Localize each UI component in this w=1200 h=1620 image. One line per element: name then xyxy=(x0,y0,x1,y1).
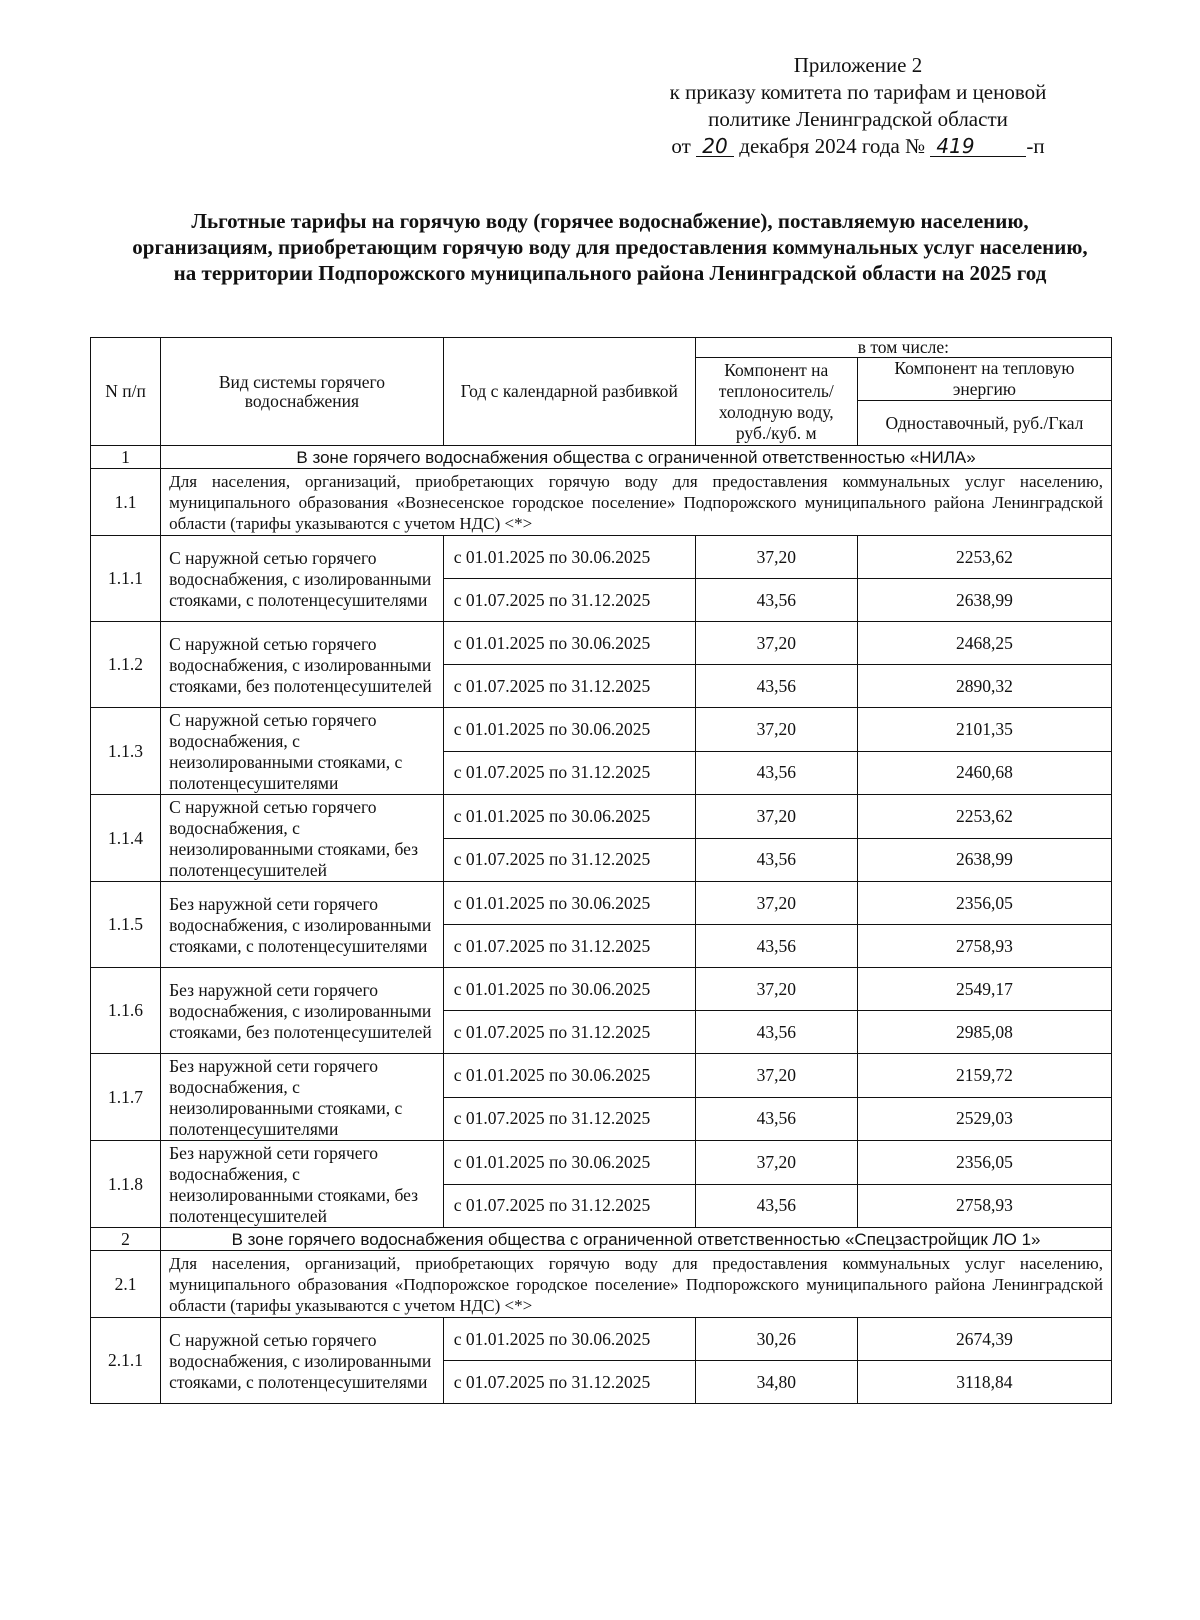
water-tariff-cell: 37,20 xyxy=(695,1054,857,1098)
period-cell: с 01.07.2025 по 31.12.2025 xyxy=(443,838,695,882)
period-cell: с 01.07.2025 по 31.12.2025 xyxy=(443,1184,695,1228)
table-row xyxy=(91,708,1112,752)
section-title: В зоне горячего водоснабжения общества с ограниченной ответственностью «НИЛА» xyxy=(161,446,1112,469)
appendix-order-ref: к приказу комитета по тарифам и ценовой xyxy=(669,80,1047,104)
water-tariff-cell: 43,56 xyxy=(695,1097,857,1141)
heat-tariff-cell: 2529,03 xyxy=(857,1097,1111,1141)
heat-tariff-cell: 2758,93 xyxy=(857,925,1111,968)
water-tariff-cell: 43,56 xyxy=(695,1184,857,1228)
handwritten-day: 20 xyxy=(696,136,734,157)
tariff-table xyxy=(90,337,1112,1404)
water-tariff-cell: 43,56 xyxy=(695,751,857,795)
table-row xyxy=(91,882,1112,925)
date-prefix: от xyxy=(671,134,691,158)
period-cell: с 01.07.2025 по 31.12.2025 xyxy=(443,1097,695,1141)
heat-tariff-cell: 2159,72 xyxy=(857,1054,1111,1098)
water-tariff-cell: 43,56 xyxy=(695,925,857,968)
table-row xyxy=(91,536,1112,579)
water-tariff-cell: 37,20 xyxy=(695,968,857,1011)
table-row xyxy=(91,1141,1112,1185)
heat-tariff-cell: 2101,35 xyxy=(857,708,1111,752)
water-tariff-cell: 30,26 xyxy=(695,1318,857,1361)
water-tariff-cell: 43,56 xyxy=(695,579,857,622)
date-rest: декабря 2024 года № xyxy=(739,134,926,158)
group-description: Для населения, организаций, приобретающих горячую воду для предоставления коммунальных услуг населению, муниципального образования «Подпорожское городское поселение» Подпорожского муниципального района Ленинградской области (тарифы указываются с учетом НДС) <*> xyxy=(161,1251,1112,1318)
section-number: 2 xyxy=(91,1228,161,1251)
group-description: Для населения, организаций, приобретающих горячую воду для предоставления коммунальных услуг населению, муниципального образования «Вознесенское городское поселение» Подпорожского муниципального района Ленинградской области (тарифы указываются с учетом НДС) <*> xyxy=(161,469,1112,536)
header-type: Вид системы горячего водоснабжения xyxy=(161,338,444,446)
header-water-component: Компонент на теплоноситель/ холодную воду, руб./куб. м xyxy=(695,358,857,446)
heat-tariff-cell: 2468,25 xyxy=(857,622,1111,665)
group-row xyxy=(91,469,1112,536)
water-tariff-cell: 43,56 xyxy=(695,665,857,708)
period-cell: с 01.01.2025 по 30.06.2025 xyxy=(443,536,695,579)
period-cell: с 01.01.2025 по 30.06.2025 xyxy=(443,1054,695,1098)
appendix-title: Приложение 2 xyxy=(793,53,923,77)
handwritten-order-number: 419 xyxy=(930,136,1026,157)
row-number: 1.1.4 xyxy=(91,795,161,882)
water-tariff-cell: 37,20 xyxy=(695,536,857,579)
group-number: 1.1 xyxy=(91,469,161,536)
system-type: Без наружной сети горячего водоснабжения, с неизолированными стояками, без полотенцесушителей xyxy=(161,1141,444,1228)
appendix-date-line xyxy=(628,133,1088,160)
period-cell: с 01.07.2025 по 31.12.2025 xyxy=(443,665,695,708)
row-number: 2.1.1 xyxy=(91,1318,161,1404)
header-period: Год с календарной разбивкой xyxy=(443,338,695,446)
header-heat-component: Компонент на тепловую энергию xyxy=(857,358,1111,401)
section-title: В зоне горячего водоснабжения общества с ограниченной ответственностью «Спецзастройщик ЛО 1» xyxy=(161,1228,1112,1251)
heat-tariff-cell: 2549,17 xyxy=(857,968,1111,1011)
row-number: 1.1.6 xyxy=(91,968,161,1054)
period-cell: с 01.01.2025 по 30.06.2025 xyxy=(443,882,695,925)
header-heat-single-rate: Одноставочный, руб./Гкал xyxy=(857,401,1111,446)
water-tariff-cell: 37,20 xyxy=(695,622,857,665)
section-row xyxy=(91,1228,1112,1251)
period-cell: с 01.01.2025 по 30.06.2025 xyxy=(443,968,695,1011)
period-cell: с 01.07.2025 по 31.12.2025 xyxy=(443,751,695,795)
row-number: 1.1.7 xyxy=(91,1054,161,1141)
table-row xyxy=(91,1054,1112,1098)
period-cell: с 01.07.2025 по 31.12.2025 xyxy=(443,1011,695,1054)
system-type: С наружной сетью горячего водоснабжения, с неизолированными стояками, без полотенцесушителей xyxy=(161,795,444,882)
heat-tariff-cell: 2253,62 xyxy=(857,536,1111,579)
table-row xyxy=(91,795,1112,839)
water-tariff-cell: 37,20 xyxy=(695,795,857,839)
heat-tariff-cell: 3118,84 xyxy=(857,1361,1111,1404)
table-row xyxy=(91,968,1112,1011)
system-type: С наружной сетью горячего водоснабжения, с неизолированными стояками, с полотенцесушителями xyxy=(161,708,444,795)
water-tariff-cell: 34,80 xyxy=(695,1361,857,1404)
heat-tariff-cell: 2985,08 xyxy=(857,1011,1111,1054)
heat-tariff-cell: 2674,39 xyxy=(857,1318,1111,1361)
system-type: С наружной сетью горячего водоснабжения, с изолированными стояками, с полотенцесушителями xyxy=(161,1318,444,1404)
heat-tariff-cell: 2253,62 xyxy=(857,795,1111,839)
row-number: 1.1.2 xyxy=(91,622,161,708)
heat-tariff-cell: 2356,05 xyxy=(857,1141,1111,1185)
system-type: С наружной сетью горячего водоснабжения, с изолированными стояками, без полотенцесушителей xyxy=(161,622,444,708)
group-row xyxy=(91,1251,1112,1318)
heat-tariff-cell: 2638,99 xyxy=(857,579,1111,622)
system-type: С наружной сетью горячего водоснабжения, с изолированными стояками, с полотенцесушителями xyxy=(161,536,444,622)
period-cell: с 01.07.2025 по 31.12.2025 xyxy=(443,579,695,622)
water-tariff-cell: 43,56 xyxy=(695,838,857,882)
heat-tariff-cell: 2890,32 xyxy=(857,665,1111,708)
water-tariff-cell: 37,20 xyxy=(695,708,857,752)
row-number: 1.1.5 xyxy=(91,882,161,968)
period-cell: с 01.01.2025 по 30.06.2025 xyxy=(443,1141,695,1185)
water-tariff-cell: 37,20 xyxy=(695,882,857,925)
heat-tariff-cell: 2460,68 xyxy=(857,751,1111,795)
appendix-committee: политике Ленинградской области xyxy=(708,107,1008,131)
row-number: 1.1.1 xyxy=(91,536,161,622)
water-tariff-cell: 37,20 xyxy=(695,1141,857,1185)
system-type: Без наружной сети горячего водоснабжения, с изолированными стояками, с полотенцесушителями xyxy=(161,882,444,968)
row-number: 1.1.3 xyxy=(91,708,161,795)
period-cell: с 01.01.2025 по 30.06.2025 xyxy=(443,1318,695,1361)
system-type: Без наружной сети горячего водоснабжения, с неизолированными стояками, с полотенцесушителями xyxy=(161,1054,444,1141)
row-number: 1.1.8 xyxy=(91,1141,161,1228)
table-row xyxy=(91,622,1112,665)
system-type: Без наружной сети горячего водоснабжения, с изолированными стояками, без полотенцесушителей xyxy=(161,968,444,1054)
period-cell: с 01.07.2025 по 31.12.2025 xyxy=(443,1361,695,1404)
heat-tariff-cell: 2758,93 xyxy=(857,1184,1111,1228)
period-cell: с 01.07.2025 по 31.12.2025 xyxy=(443,925,695,968)
group-number: 2.1 xyxy=(91,1251,161,1318)
heat-tariff-cell: 2356,05 xyxy=(857,882,1111,925)
appendix-header xyxy=(628,52,1088,160)
header-including: в том числе: xyxy=(695,338,1111,358)
period-cell: с 01.01.2025 по 30.06.2025 xyxy=(443,795,695,839)
period-cell: с 01.01.2025 по 30.06.2025 xyxy=(443,622,695,665)
document-title: Льготные тарифы на горячую воду (горячее водоснабжение), поставляемую населению, организациям, приобретающим горячую воду для предоставления коммунальных услуг населению, на территории Подпорожского муниципального района Ленинградской области на 2025 год xyxy=(132,209,1088,285)
heat-tariff-cell: 2638,99 xyxy=(857,838,1111,882)
table-row xyxy=(91,1318,1112,1361)
water-tariff-cell: 43,56 xyxy=(695,1011,857,1054)
section-number: 1 xyxy=(91,446,161,469)
section-row xyxy=(91,446,1112,469)
period-cell: с 01.01.2025 по 30.06.2025 xyxy=(443,708,695,752)
header-num: N п/п xyxy=(91,338,161,446)
order-suffix: -п xyxy=(1026,134,1045,158)
